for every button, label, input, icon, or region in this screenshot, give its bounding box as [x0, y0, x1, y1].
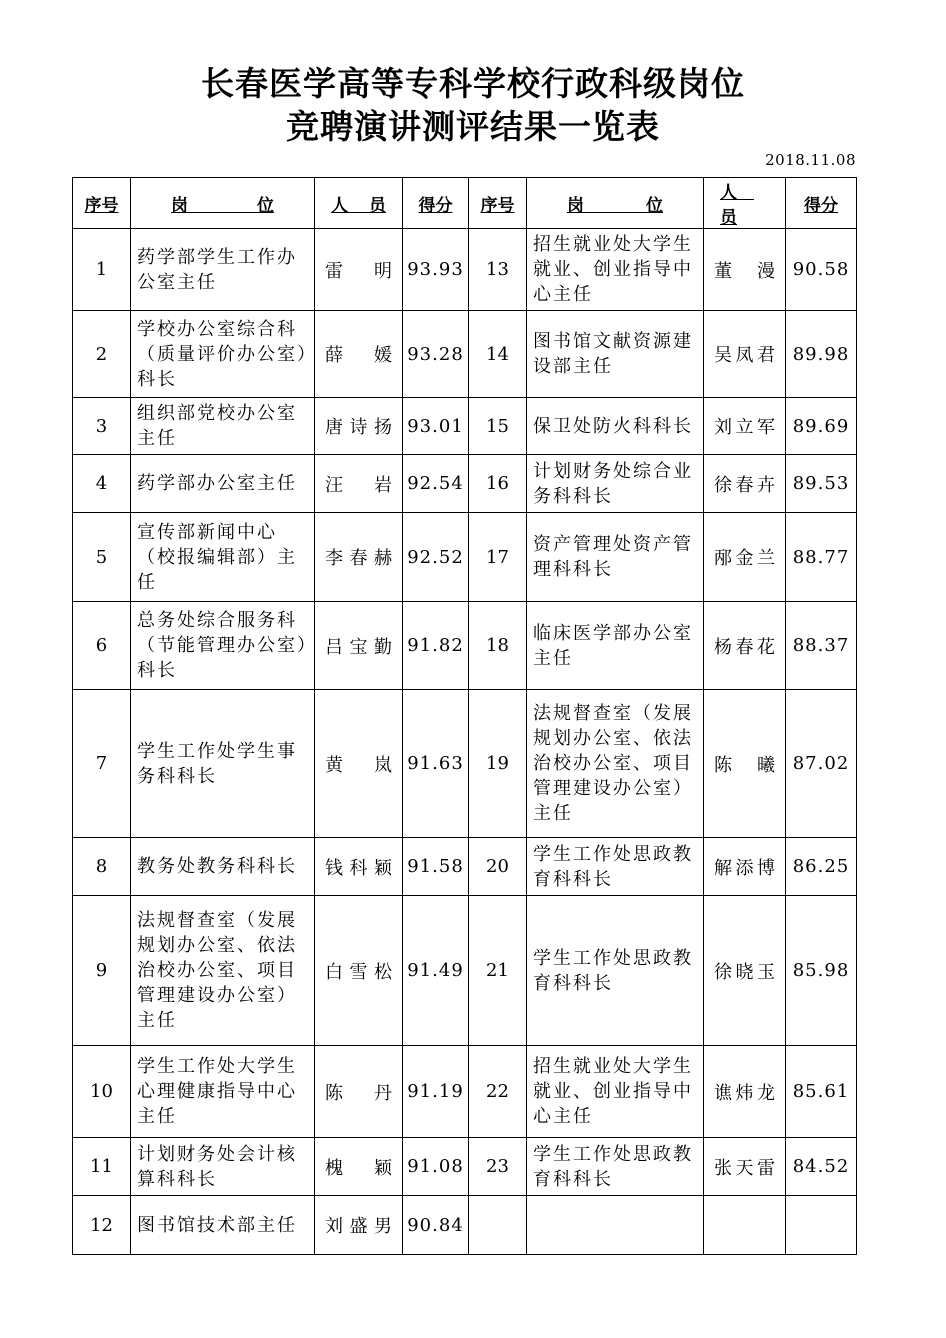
- row-person-right: 董 漫: [704, 229, 786, 311]
- row-score-right: 89.69: [786, 398, 857, 455]
- table-row: [73, 838, 857, 896]
- row-no-left: 4: [73, 455, 131, 513]
- document-title-line-2: 竞聘演讲测评结果一览表: [286, 107, 660, 146]
- header-score-left: 得分: [403, 178, 469, 229]
- row-person-right: 解添博: [704, 838, 786, 896]
- row-position-right: 学生工作处思政教育科科长: [527, 896, 704, 1046]
- table-row: [73, 1046, 857, 1138]
- row-person-right: 刘立军: [704, 398, 786, 455]
- row-no-left: 11: [73, 1138, 131, 1196]
- row-score-left: 91.19: [403, 1046, 469, 1138]
- row-person-right: 吴凤君: [704, 311, 786, 398]
- table-row: [73, 690, 857, 838]
- row-no-right: 14: [469, 311, 527, 398]
- header-score-right: 得分: [786, 178, 857, 229]
- header-position-left: 岗 位: [131, 178, 315, 229]
- row-position-right: [527, 1196, 704, 1255]
- row-position-right: 临床医学部办公室主任: [527, 602, 704, 690]
- row-position-left: 总务处综合服务科（节能管理办公室）科长: [131, 602, 315, 690]
- row-score-right: 89.98: [786, 311, 857, 398]
- row-position-left: 学生工作处大学生心理健康指导中心主任: [131, 1046, 315, 1138]
- row-position-left: 法规督查室（发展规划办公室、依法治校办公室、项目管理建设办公室）主任: [131, 896, 315, 1046]
- table-row: [73, 1196, 857, 1255]
- row-person-left: 雷 明: [315, 229, 403, 311]
- row-score-left: 90.84: [403, 1196, 469, 1255]
- results-table: [72, 177, 857, 1255]
- document-title-line-1: 长春医学高等专科学校行政科级岗位: [201, 64, 745, 103]
- table-row: [73, 229, 857, 311]
- row-person-right: 谯炜龙: [704, 1046, 786, 1138]
- table-row: [73, 896, 857, 1046]
- row-person-left: 白雪松: [315, 896, 403, 1046]
- row-no-right: 19: [469, 690, 527, 838]
- header-row: [73, 178, 857, 229]
- row-score-left: 91.08: [403, 1138, 469, 1196]
- row-person-right: 陈 曦: [704, 690, 786, 838]
- row-no-right: [469, 1196, 527, 1255]
- row-score-right: 86.25: [786, 838, 857, 896]
- row-no-left: 8: [73, 838, 131, 896]
- row-no-right: 15: [469, 398, 527, 455]
- row-score-right: 88.77: [786, 513, 857, 602]
- row-score-left: 91.49: [403, 896, 469, 1046]
- row-position-left: 学校办公室综合科（质量评价办公室）科长: [131, 311, 315, 398]
- row-person-left: 李春赫: [315, 513, 403, 602]
- header-no-right: 序号: [469, 178, 527, 229]
- row-score-right: 85.98: [786, 896, 857, 1046]
- row-position-left: 药学部学生工作办公室主任: [131, 229, 315, 311]
- row-position-left: 学生工作处学生事务科科长: [131, 690, 315, 838]
- row-position-left: 药学部办公室主任: [131, 455, 315, 513]
- table-row: [73, 455, 857, 513]
- row-score-left: 91.82: [403, 602, 469, 690]
- row-no-left: 3: [73, 398, 131, 455]
- row-score-left: 93.93: [403, 229, 469, 311]
- row-no-right: 22: [469, 1046, 527, 1138]
- row-no-left: 1: [73, 229, 131, 311]
- header-person-right: 人 员: [704, 178, 786, 229]
- row-no-right: 13: [469, 229, 527, 311]
- row-no-right: 23: [469, 1138, 527, 1196]
- row-no-right: 17: [469, 513, 527, 602]
- row-no-left: 5: [73, 513, 131, 602]
- row-position-left: 宣传部新闻中心（校报编辑部）主任: [131, 513, 315, 602]
- row-person-left: 黄 岚: [315, 690, 403, 838]
- header-position-right: 岗 位: [527, 178, 704, 229]
- row-position-right: 保卫处防火科科长: [527, 398, 704, 455]
- row-person-left: 汪 岩: [315, 455, 403, 513]
- row-person-right: [704, 1196, 786, 1255]
- row-no-right: 18: [469, 602, 527, 690]
- row-person-right: 邴金兰: [704, 513, 786, 602]
- row-person-left: 刘盛男: [315, 1196, 403, 1255]
- row-no-left: 12: [73, 1196, 131, 1255]
- row-position-right: 法规督查室（发展规划办公室、依法治校办公室、项目管理建设办公室）主任: [527, 690, 704, 838]
- row-position-right: 资产管理处资产管理科科长: [527, 513, 704, 602]
- row-position-right: 计划财务处综合业务科科长: [527, 455, 704, 513]
- row-score-right: 90.58: [786, 229, 857, 311]
- row-score-left: 93.28: [403, 311, 469, 398]
- row-no-right: 21: [469, 896, 527, 1046]
- table-row: [73, 602, 857, 690]
- row-person-left: 吕宝勤: [315, 602, 403, 690]
- row-person-left: 钱科颖: [315, 838, 403, 896]
- row-score-left: 92.54: [403, 455, 469, 513]
- table-row: [73, 311, 857, 398]
- row-position-left: 教务处教务科科长: [131, 838, 315, 896]
- row-position-right: 学生工作处思政教育科科长: [527, 838, 704, 896]
- table-row: [73, 1138, 857, 1196]
- row-score-right: 89.53: [786, 455, 857, 513]
- row-score-left: 92.52: [403, 513, 469, 602]
- row-score-left: 91.58: [403, 838, 469, 896]
- row-position-right: 招生就业处大学生就业、创业指导中心主任: [527, 1046, 704, 1138]
- row-no-left: 2: [73, 311, 131, 398]
- row-no-left: 7: [73, 690, 131, 838]
- row-score-right: [786, 1196, 857, 1255]
- row-person-right: 徐晓玉: [704, 896, 786, 1046]
- row-score-left: 91.63: [403, 690, 469, 838]
- row-position-right: 图书馆文献资源建设部主任: [527, 311, 704, 398]
- table-row: [73, 398, 857, 455]
- row-score-right: 88.37: [786, 602, 857, 690]
- row-person-right: 徐春卉: [704, 455, 786, 513]
- document-date: 2018.11.08: [765, 151, 856, 169]
- row-no-left: 10: [73, 1046, 131, 1138]
- row-score-right: 85.61: [786, 1046, 857, 1138]
- row-no-right: 20: [469, 838, 527, 896]
- row-no-right: 16: [469, 455, 527, 513]
- row-person-left: 薛 媛: [315, 311, 403, 398]
- row-position-right: 招生就业处大学生就业、创业指导中心主任: [527, 229, 704, 311]
- row-person-right: 张天雷: [704, 1138, 786, 1196]
- row-person-left: 唐诗扬: [315, 398, 403, 455]
- row-position-left: 图书馆技术部主任: [131, 1196, 315, 1255]
- row-person-right: 杨春花: [704, 602, 786, 690]
- header-person-left: 人 员: [315, 178, 403, 229]
- header-no-left: 序号: [73, 178, 131, 229]
- row-position-right: 学生工作处思政教育科科长: [527, 1138, 704, 1196]
- row-position-left: 计划财务处会计核算科科长: [131, 1138, 315, 1196]
- row-score-left: 93.01: [403, 398, 469, 455]
- row-score-right: 84.52: [786, 1138, 857, 1196]
- row-person-left: 槐 颖: [315, 1138, 403, 1196]
- row-position-left: 组织部党校办公室主任: [131, 398, 315, 455]
- row-score-right: 87.02: [786, 690, 857, 838]
- table-row: [73, 513, 857, 602]
- row-person-left: 陈 丹: [315, 1046, 403, 1138]
- row-no-left: 9: [73, 896, 131, 1046]
- row-no-left: 6: [73, 602, 131, 690]
